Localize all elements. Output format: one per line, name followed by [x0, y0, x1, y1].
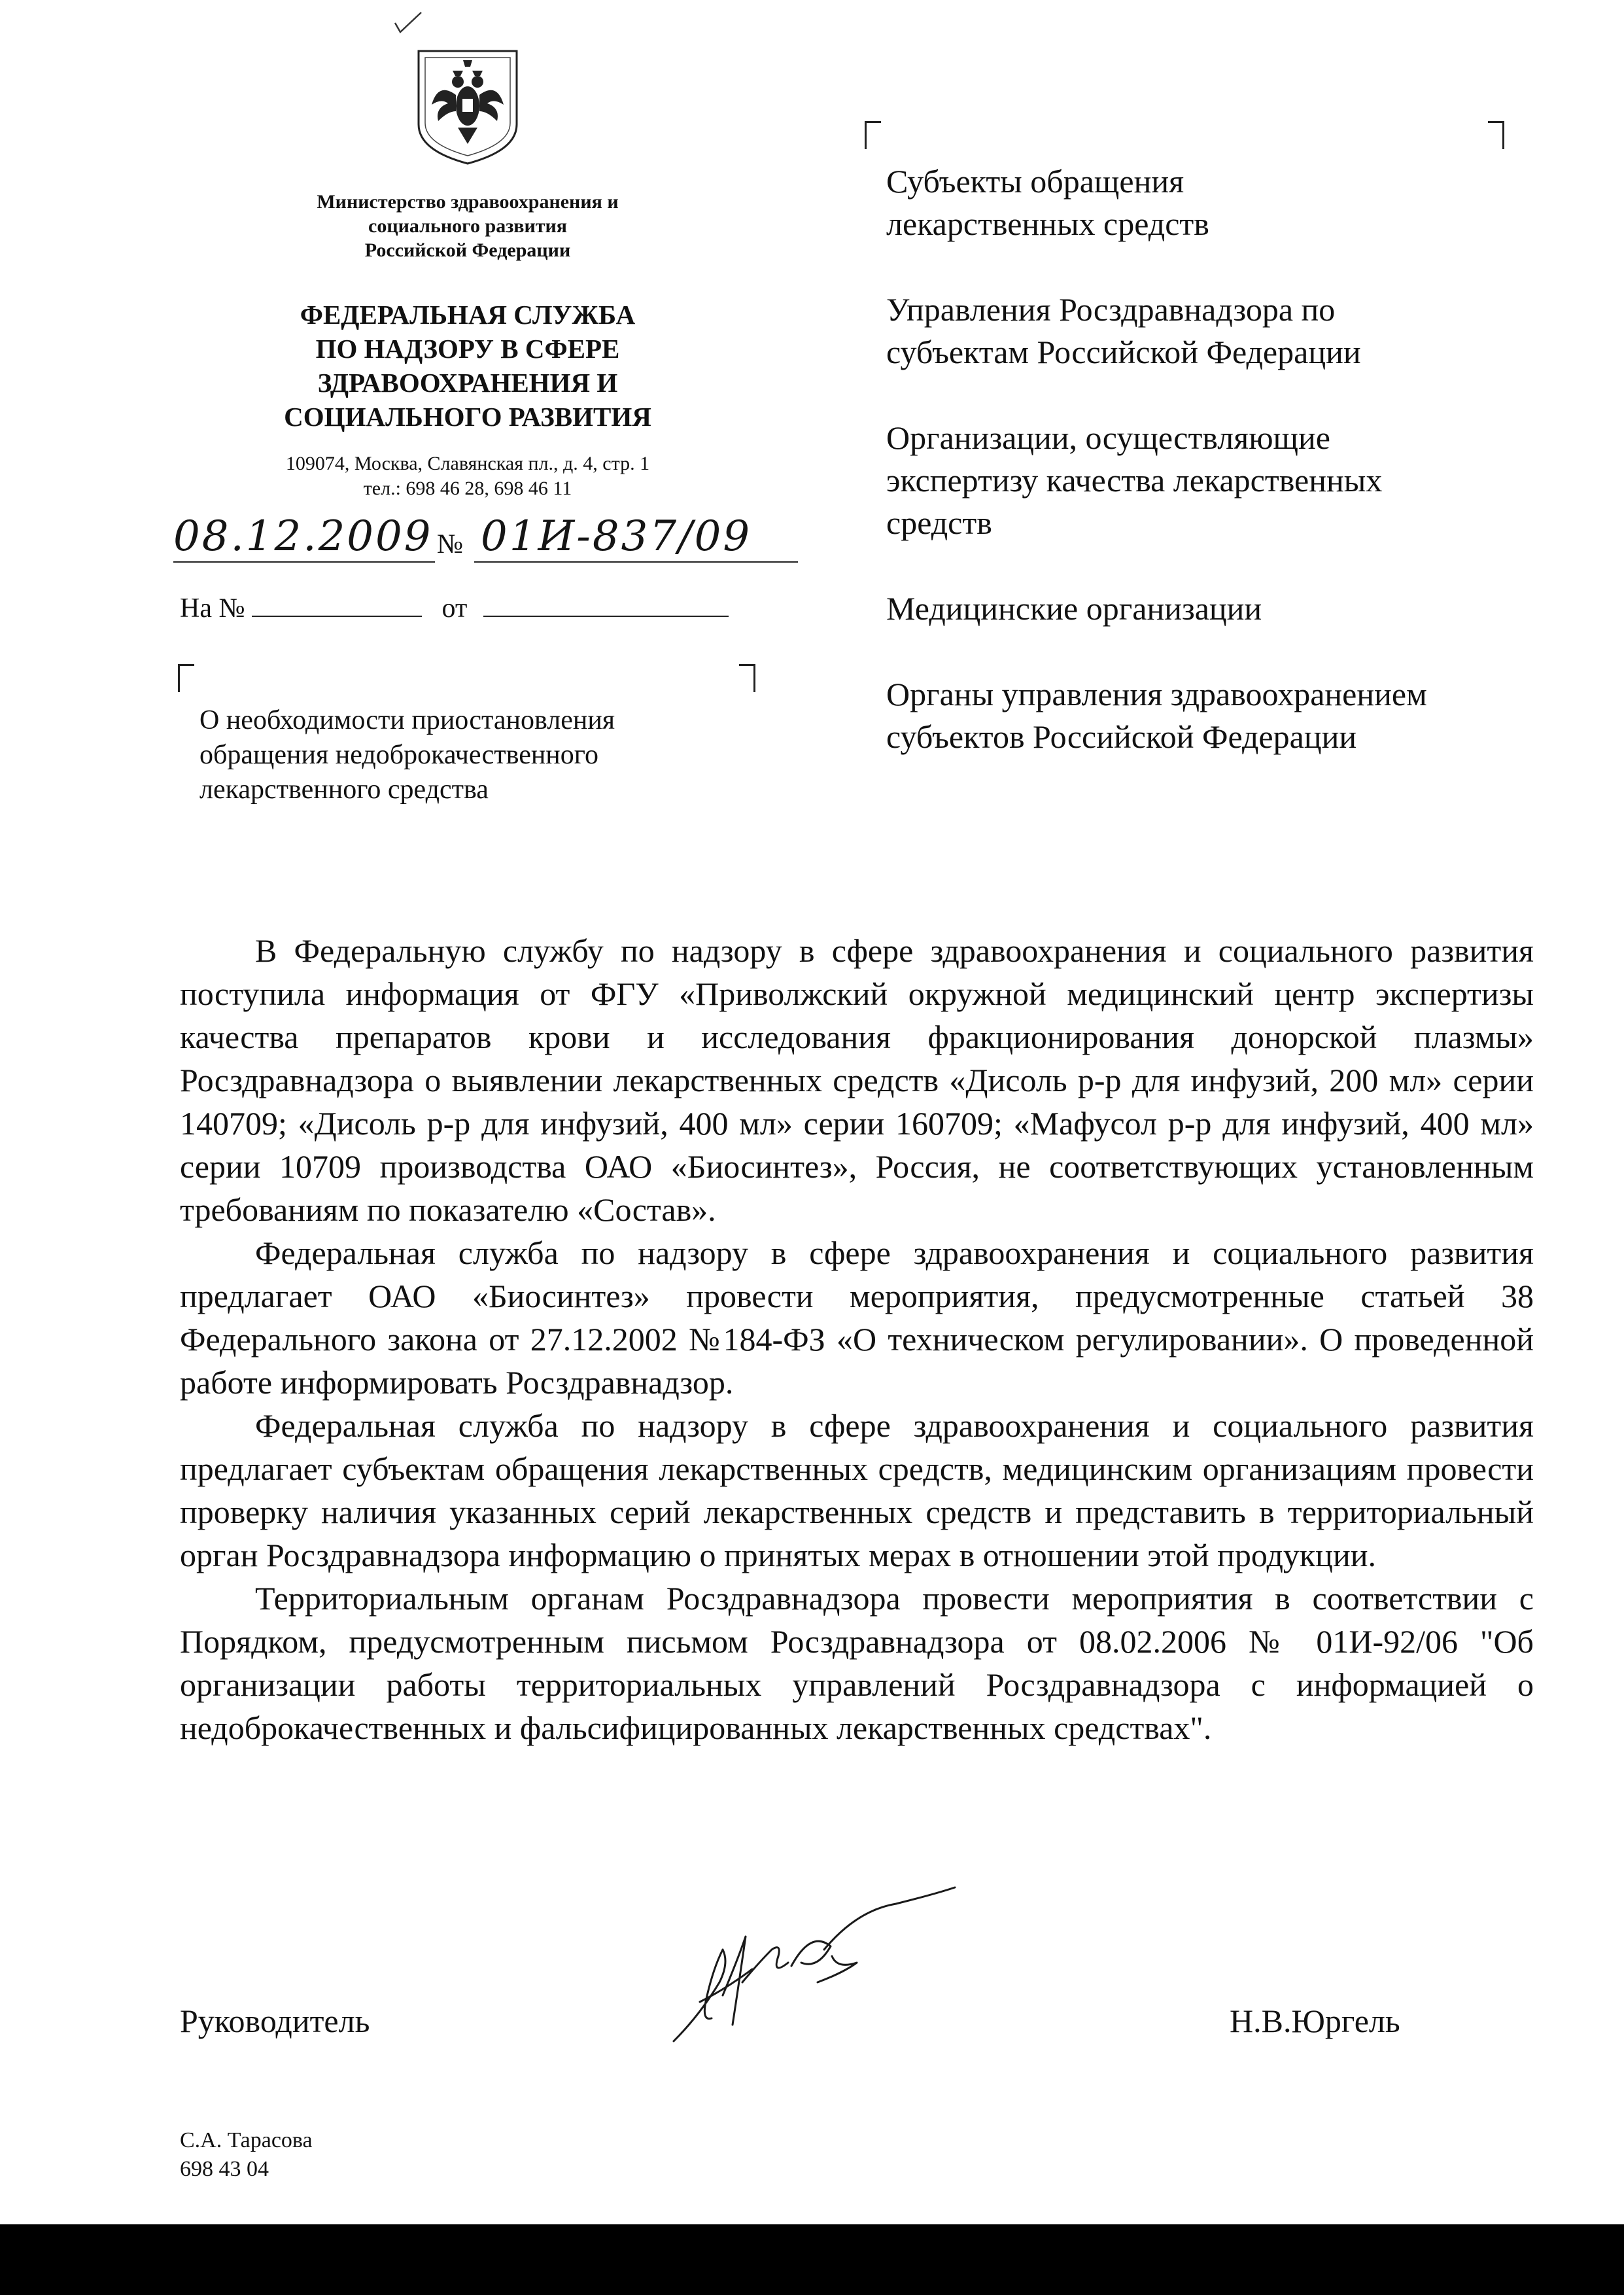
service-line: ПО НАДЗОРУ В СФЕРЕ: [315, 334, 620, 364]
letter-subject: [199, 703, 742, 807]
reference-number-blank: [252, 592, 422, 617]
reference-row: [180, 592, 729, 625]
recipient-line: лекарственных средств: [886, 205, 1209, 242]
signatory-name: Н.В.Юргель: [1230, 2003, 1400, 2039]
executor-phone: 698 43 04: [180, 2157, 269, 2181]
body-paragraph: Территориальным органам Росздравнадзора провести мероприятия в соответствии с Порядком, предусмотренным письмом Росздравнадзора от 08.02.2006 № 01И-92/06 "Об организации работы территориальных управлений Росздравнадзора с информацией о недоброкачественных и фальсифицированных лекарственных средствах".: [180, 1580, 1534, 1746]
subject-corner-left: [178, 664, 194, 692]
address: 109074, Москва, Славянская пл., д. 4, стр. 1: [285, 453, 650, 474]
registration-number-underline: [474, 561, 798, 563]
registration-number: 01И-837/09: [481, 512, 752, 561]
recipient-item: [886, 417, 1540, 544]
subject-line: О необходимости приостановления: [199, 705, 615, 735]
registration-number-label: №: [437, 529, 464, 559]
body-paragraph: Федеральная служба по надзору в сфере здравоохранения и социального развития предлагает субъектам обращения лекарственных средств, медицинским организациям провести проверку наличия указанных серий лекарственных средств и представить в территориальный орган Росздравнадзора информацию о принятых мерах в отношении этой продукции.: [180, 1407, 1534, 1573]
recipient-line: Медицинские организации: [886, 590, 1262, 627]
reference-number-label: На №: [180, 593, 245, 623]
recipients-block: [886, 160, 1540, 801]
recipient-line: средств: [886, 504, 992, 541]
recipient-line: Управления Росздравнадзора по: [886, 291, 1336, 328]
recipient-line: Субъекты обращения: [886, 163, 1184, 200]
recipients-corner-right: [1488, 121, 1504, 149]
recipient-item: [886, 587, 1540, 630]
pen-tick-mark: [392, 10, 425, 43]
registration-date-underline: [173, 561, 435, 563]
reference-from-label: от: [441, 593, 468, 623]
recipient-line: субъектам Российской Федерации: [886, 334, 1361, 370]
subject-line: лекарственного средства: [199, 775, 489, 805]
recipient-item: [886, 289, 1540, 374]
signatory-title: Руководитель: [180, 2003, 370, 2039]
recipient-line: Органы управления здравоохранением: [886, 676, 1427, 712]
address-block: [216, 451, 719, 501]
ministry-line: социального развития: [368, 215, 567, 237]
phone: тел.: 698 46 28, 698 46 11: [363, 478, 572, 499]
recipient-line: Организации, осуществляющие: [886, 419, 1331, 456]
executor-name: С.А. Тарасова: [180, 2128, 313, 2152]
handwritten-signature: [661, 1884, 968, 2048]
body-paragraph: В Федеральную службу по надзору в сфере здравоохранения и социального развития поступила информация от ФГУ «Приволжский окружной медицинский центр экспертизы качества препаратов крови и исследования фракционирования донорской плазмы» Росздравнадзора о выявлении лекарственных средств «Дисоль р-р для инфузий, 200 мл» серии 140709; «Дисоль р-р для инфузий, 400 мл» серии 160709; «Мафусол р-р для инфузий, 400 мл» серии 10709 производства ОАО «Биосинтез», Россия, не соответствующих установленным требованиям по показателю «Состав».: [180, 932, 1534, 1228]
subject-line: обращения недоброкачественного: [199, 740, 598, 770]
scan-border: [0, 2224, 1624, 2295]
service-line: ФЕДЕРАЛЬНАЯ СЛУЖБА: [300, 300, 636, 330]
ministry-name: [216, 190, 719, 262]
recipient-line: экспертизу качества лекарственных: [886, 462, 1383, 499]
recipient-item: [886, 673, 1540, 758]
subject-corner-right: [739, 664, 755, 692]
executor-block: [180, 2126, 313, 2184]
registration-date: 08.12.2009: [173, 512, 433, 561]
reference-date-blank: [483, 592, 729, 617]
state-emblem-icon: [412, 46, 523, 167]
recipients-corner-left: [865, 121, 881, 149]
letter-body: [180, 929, 1534, 1749]
service-line: СОЦИАЛЬНОГО РАЗВИТИЯ: [284, 402, 651, 432]
service-name: [216, 298, 719, 434]
recipient-item: [886, 160, 1540, 245]
recipient-line: субъектов Российской Федерации: [886, 718, 1357, 755]
service-line: ЗДРАВООХРАНЕНИЯ И: [317, 368, 618, 398]
ministry-line: Министерство здравоохранения и: [317, 191, 619, 213]
body-paragraph: Федеральная служба по надзору в сфере здравоохранения и социального развития предлагает ОАО «Биосинтез» провести мероприятия, предусмотренные статьей 38 Федерального закона от 27.12.2002 №184-ФЗ «О техническом регулировании». О проведенной работе информировать Росздравнадзор.: [180, 1235, 1534, 1401]
ministry-line: Российской Федерации: [364, 239, 571, 261]
